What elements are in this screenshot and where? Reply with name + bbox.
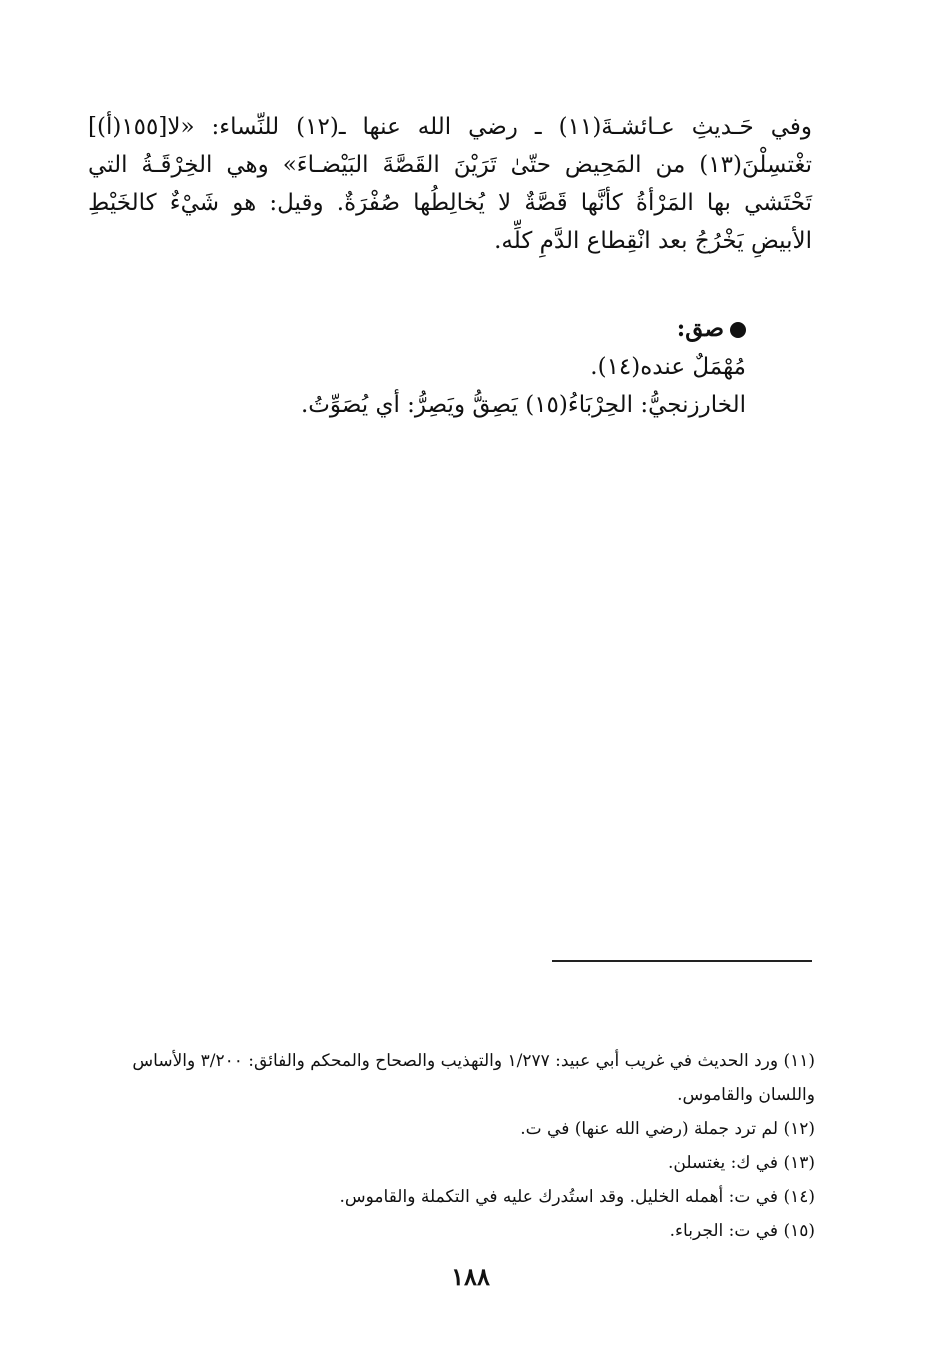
- footnote-divider: [552, 960, 812, 962]
- entry-line-1: مُهْمَلٌ عنده(١٤).: [590, 354, 746, 380]
- footnote-11: (١١) ورد الحديث في غريب أبي عبيد: ١/٢٧٧ والتهذيب والصحاح والمحكم والفائق: ٣/٢٠٠ والأساس واللسان والقاموس.: [132, 1051, 815, 1105]
- footnote-15: (١٥) في ت: الجرباء.: [669, 1221, 815, 1241]
- hadith-paragraph: وفي حَـديثِ عـائشـةَ(١١) ـ رضي الله عنها ـ(١٢) للنِّساء: «لا[١٥٥(أ)] تغْتسِلْنَ(١٣) من المَحِيض حتّىٰ تَرَيْنَ القَصَّةَ البَيْضـاءَ» وهي الخِرْقَـةُ التي تَحْتَشي بها المَرْأةُ كأنَّها قَصَّةٌ لا يُخالِطُها صُفْرَةٌ. وقيل: هو شَيْءٌ كالخَيْطِ الأبيضِ يَخْرُجُ بعد انْقِطاع الدَّمِ كلِّه.: [88, 114, 812, 254]
- main-paragraph-block: [88, 108, 812, 260]
- footnote-13: (١٣) في ك: يغتسلن.: [668, 1153, 815, 1173]
- dictionary-entry: [186, 310, 746, 424]
- entry-heading-line: [186, 310, 746, 348]
- page-number: ١٨٨: [451, 1262, 490, 1291]
- footnote-14: (١٤) في ت: أهمله الخليل. وقد استُدرك عليه في التكملة والقاموس.: [339, 1187, 815, 1207]
- entry-heading: صق:: [676, 315, 724, 342]
- bullet-icon: [730, 322, 746, 338]
- footnotes-block: [95, 1044, 815, 1248]
- entry-line-2: الخارزنجيُّ: الحِرْبَاءُ(١٥) يَصِقُّ ويَصِرُّ: أي يُصَوِّتُ.: [300, 392, 746, 418]
- footnote-12: (١٢) لم ترد جملة (رضي الله عنها) في ت.: [520, 1119, 815, 1139]
